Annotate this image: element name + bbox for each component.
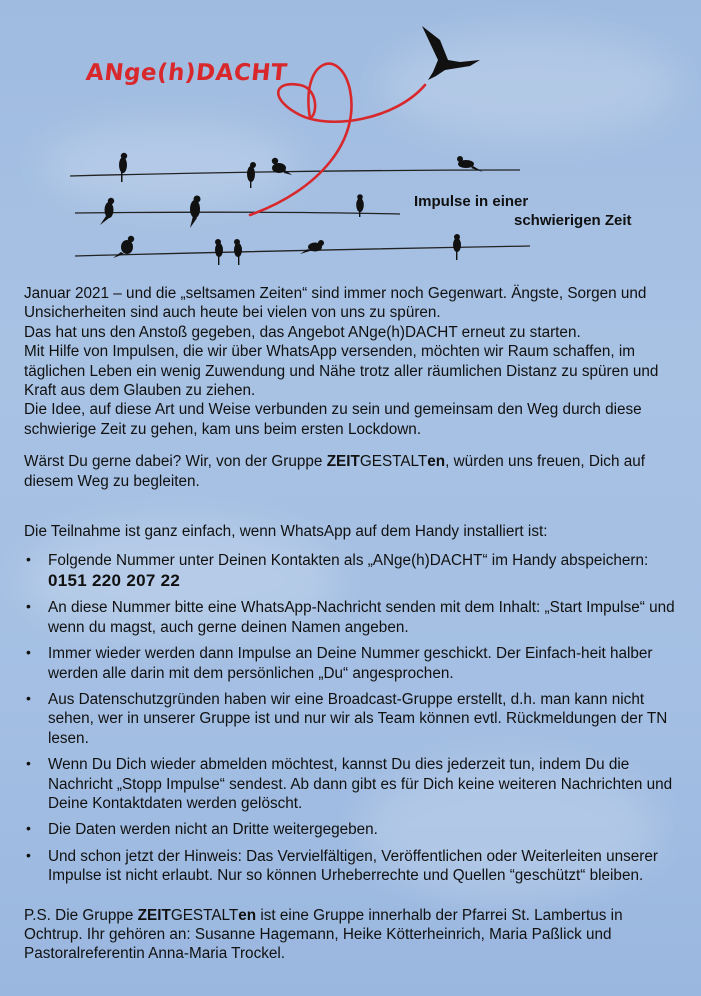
list-item: • Die Daten werden nicht an Dritte weitergegeben. [24,820,684,839]
perched-bird-icon [190,196,201,229]
group-name-part: ZEIT [326,453,360,471]
invite-text: Wärst Du gerne dabei? Wir, von der Gruppe [24,453,327,471]
power-wire-icon [75,212,400,214]
invite-paragraph [24,452,684,491]
perched-bird-icon [215,239,223,265]
heart-string-icon [250,64,425,215]
subtitle-line-2: schwierigen Zeit [514,212,632,229]
list-item: • Immer wieder werden dann Impulse an Deine Nummer geschickt. Der Einfach-heit halber werden alle darin mit dem persönlichen „Du“ angesprochen. [24,644,684,683]
intro-paragraph-2: Das hat uns den Anstoß gegeben, das Angebot ANge(h)DACHT erneut zu starten. [24,323,581,341]
list-item [24,551,684,591]
group-name-part: en [238,906,257,924]
power-wire-icon [75,246,530,256]
body-content [24,284,684,964]
group-name-part: GESTALT [170,906,239,924]
flying-bird-icon [422,26,480,80]
perched-bird-icon [119,153,127,182]
invite-text: , würden uns freuen, Dich auf diesem Weg zu begleiten. [24,453,645,490]
ps-text: ist eine Gruppe innerhalb der Pfarrei St. Lambertus in Ochtrup. Ihr gehören an: Susanne Hagemann, Heike Kötterheinrich, Maria Paßlick und Pastoralreferentin Anna-Maria Trockel. [24,906,623,963]
group-name-part: ZEIT [137,906,171,924]
perched-bird-icon [100,198,114,225]
list-item-text: Folgende Nummer unter Deinen Kontakten als „ANge(h)DACHT“ im Handy abspeichern: [48,552,649,570]
group-name-part: en [427,453,446,471]
list-item: • An diese Nummer bitte eine WhatsApp-Nachricht senden mit dem Inhalt: „Start Impulse“ und wenn du magst, auch gerne deinen Namen angeben. [24,598,684,637]
subtitle-line-1: Impulse in einer [414,193,529,210]
intro-paragraph-4: Die Idee, auf diese Art und Weise verbunden zu sein und gemeinsam den Weg durch diese schwierige Zeit zu gehen, kam uns beim ersten Lockdown. [24,401,642,438]
power-wire-icon [70,170,520,176]
perched-bird-icon [234,239,242,265]
list-item: • Aus Datenschutzgründen haben wir eine Broadcast-Gruppe erstellt, d.h. man kann nicht sehen, wer in unserer Gruppe ist und nur wir als Team können evtl. Rückmeldungen der TN lesen. [24,690,684,748]
logo: ANge(h)DACHT [84,60,289,86]
perched-bird-icon [247,162,256,188]
phone-number: 0151 220 207 22 [48,570,181,590]
list-item: • Und schon jetzt der Hinweis: Das Vervielfältigen, Veröffentlichen oder Weiterleiten unserer Impulse ist nicht erlaubt. Nur so können Urheberrechte und Quellen “geschützt“ bleiben. [24,847,684,886]
header-illustration [0,0,701,280]
ps-paragraph [24,906,684,964]
perched-bird-icon [453,234,461,260]
list-item: • Wenn Du Dich wieder abmelden möchtest, kannst Du dies jederzeit tun, indem Du die Nachricht „Stopp Impulse“ sendest. Ab dann gibt es für Dich keine weiteren Nachrichten und Deine Kontaktdaten werden gelöscht. [24,755,684,813]
intro-paragraph-1: Januar 2021 – und die „seltsamen Zeiten“ sind immer noch Gegenwart. Ängste, Sorgen und Unsicherheiten sind auch heute bei vielen von uns zu spüren. [24,285,647,322]
how-to-intro: Die Teilnahme ist ganz einfach, wenn WhatsApp auf dem Handy installiert ist: [24,523,548,541]
intro-paragraph-3: Mit Hilfe von Impulsen, die wir über WhatsApp versenden, möchten wir Raum schaffen, im täglichen Leben ein wenig Zuwendung und Nähe trotz aller räumlichen Distanz zu spüren und Kraft aus dem Glauben zu ziehen. [24,343,659,400]
ps-text: P.S. Die Gruppe [24,906,138,924]
group-name-part: GESTALT [359,453,428,471]
perched-bird-icon [300,240,324,254]
